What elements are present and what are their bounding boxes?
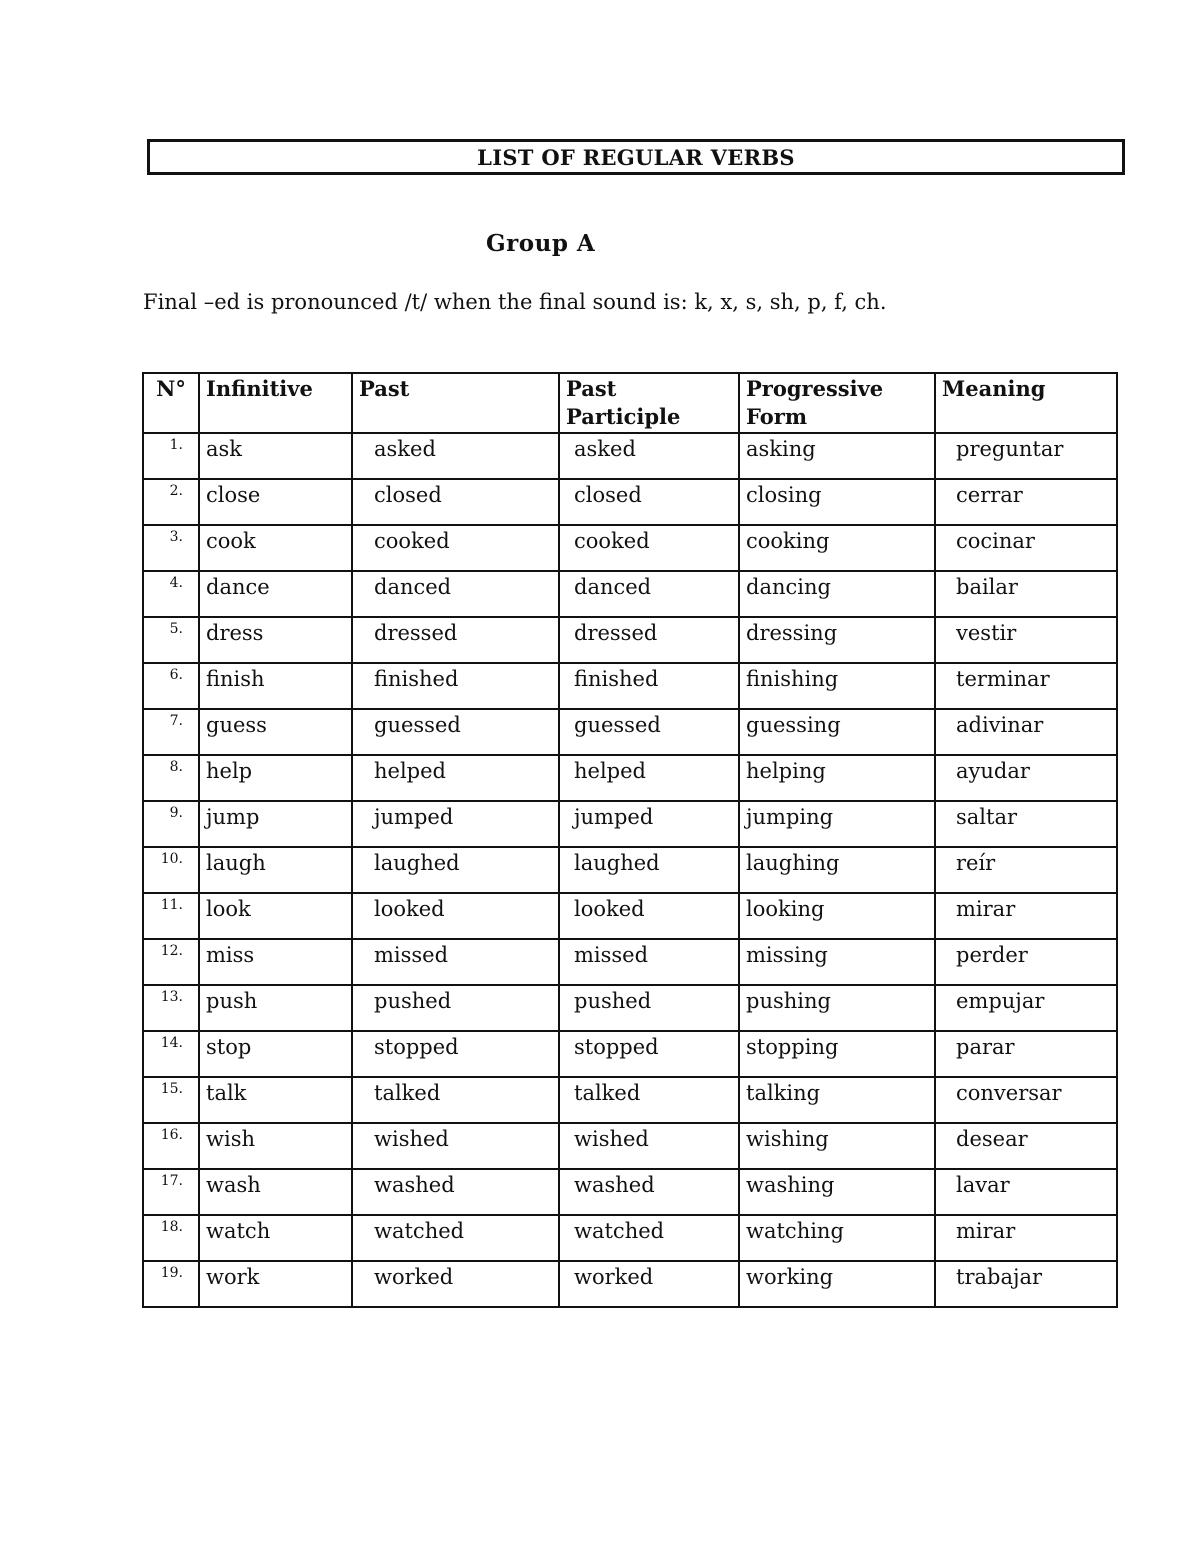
- row-number: 6.: [143, 663, 199, 709]
- past-cell: guessed: [352, 709, 559, 755]
- table-row: [143, 1123, 1117, 1169]
- meaning-cell: desear: [935, 1123, 1117, 1169]
- meaning-cell: bailar: [935, 571, 1117, 617]
- past-participle-cell: missed: [559, 939, 739, 985]
- row-number: 12.: [143, 939, 199, 985]
- infinitive-cell: miss: [199, 939, 352, 985]
- meaning-cell: preguntar: [935, 433, 1117, 479]
- header-past-participle: Past Participle: [559, 373, 739, 433]
- progressive-cell: watching: [739, 1215, 935, 1261]
- row-number: 8.: [143, 755, 199, 801]
- row-number: 4.: [143, 571, 199, 617]
- progressive-cell: finishing: [739, 663, 935, 709]
- progressive-cell: dressing: [739, 617, 935, 663]
- table-row: [143, 893, 1117, 939]
- document-title: [147, 139, 1125, 175]
- past-participle-cell: danced: [559, 571, 739, 617]
- meaning-cell: reír: [935, 847, 1117, 893]
- past-participle-cell: pushed: [559, 985, 739, 1031]
- meaning-cell: vestir: [935, 617, 1117, 663]
- past-cell: closed: [352, 479, 559, 525]
- past-cell: asked: [352, 433, 559, 479]
- past-participle-cell: laughed: [559, 847, 739, 893]
- meaning-cell: ayudar: [935, 755, 1117, 801]
- past-participle-cell: stopped: [559, 1031, 739, 1077]
- past-participle-cell: helped: [559, 755, 739, 801]
- document-title-text: LIST OF REGULAR VERBS: [477, 144, 795, 170]
- meaning-cell: trabajar: [935, 1261, 1117, 1307]
- progressive-cell: missing: [739, 939, 935, 985]
- infinitive-cell: finish: [199, 663, 352, 709]
- infinitive-cell: wish: [199, 1123, 352, 1169]
- infinitive-cell: watch: [199, 1215, 352, 1261]
- infinitive-cell: dance: [199, 571, 352, 617]
- table-row: [143, 1077, 1117, 1123]
- header-infinitive: Infinitive: [199, 373, 352, 433]
- table-row: [143, 1169, 1117, 1215]
- row-number: 7.: [143, 709, 199, 755]
- progressive-cell: helping: [739, 755, 935, 801]
- past-participle-cell: finished: [559, 663, 739, 709]
- past-cell: missed: [352, 939, 559, 985]
- table-row: [143, 985, 1117, 1031]
- row-number: 5.: [143, 617, 199, 663]
- table-row: [143, 617, 1117, 663]
- table-row: [143, 479, 1117, 525]
- row-number: 18.: [143, 1215, 199, 1261]
- meaning-cell: mirar: [935, 893, 1117, 939]
- row-number: 19.: [143, 1261, 199, 1307]
- table-row: [143, 939, 1117, 985]
- progressive-cell: jumping: [739, 801, 935, 847]
- row-number: 16.: [143, 1123, 199, 1169]
- row-number: 9.: [143, 801, 199, 847]
- meaning-cell: empujar: [935, 985, 1117, 1031]
- past-cell: dressed: [352, 617, 559, 663]
- infinitive-cell: wash: [199, 1169, 352, 1215]
- past-participle-cell: asked: [559, 433, 739, 479]
- past-participle-cell: washed: [559, 1169, 739, 1215]
- past-cell: helped: [352, 755, 559, 801]
- infinitive-cell: dress: [199, 617, 352, 663]
- infinitive-cell: jump: [199, 801, 352, 847]
- past-cell: pushed: [352, 985, 559, 1031]
- past-participle-cell: guessed: [559, 709, 739, 755]
- progressive-cell: laughing: [739, 847, 935, 893]
- table-row: [143, 801, 1117, 847]
- infinitive-cell: close: [199, 479, 352, 525]
- row-number: 10.: [143, 847, 199, 893]
- progressive-cell: washing: [739, 1169, 935, 1215]
- past-cell: danced: [352, 571, 559, 617]
- past-cell: cooked: [352, 525, 559, 571]
- past-participle-cell: talked: [559, 1077, 739, 1123]
- table-row: [143, 525, 1117, 571]
- progressive-cell: closing: [739, 479, 935, 525]
- infinitive-cell: work: [199, 1261, 352, 1307]
- past-participle-cell: cooked: [559, 525, 739, 571]
- past-cell: worked: [352, 1261, 559, 1307]
- progressive-cell: cooking: [739, 525, 935, 571]
- infinitive-cell: ask: [199, 433, 352, 479]
- meaning-cell: conversar: [935, 1077, 1117, 1123]
- past-cell: wished: [352, 1123, 559, 1169]
- past-cell: watched: [352, 1215, 559, 1261]
- infinitive-cell: talk: [199, 1077, 352, 1123]
- table-header-row: [143, 373, 1117, 433]
- row-number: 15.: [143, 1077, 199, 1123]
- progressive-cell: working: [739, 1261, 935, 1307]
- infinitive-cell: stop: [199, 1031, 352, 1077]
- infinitive-cell: look: [199, 893, 352, 939]
- verbs-table: [142, 372, 1118, 1308]
- table-row: [143, 1261, 1117, 1307]
- table-row: [143, 1215, 1117, 1261]
- meaning-cell: saltar: [935, 801, 1117, 847]
- row-number: 13.: [143, 985, 199, 1031]
- infinitive-cell: laugh: [199, 847, 352, 893]
- past-cell: washed: [352, 1169, 559, 1215]
- meaning-cell: cocinar: [935, 525, 1117, 571]
- meaning-cell: mirar: [935, 1215, 1117, 1261]
- header-meaning: Meaning: [935, 373, 1117, 433]
- past-participle-cell: worked: [559, 1261, 739, 1307]
- past-participle-cell: jumped: [559, 801, 739, 847]
- table-row: [143, 663, 1117, 709]
- past-participle-cell: looked: [559, 893, 739, 939]
- progressive-cell: talking: [739, 1077, 935, 1123]
- header-number: N°: [143, 373, 199, 433]
- progressive-cell: wishing: [739, 1123, 935, 1169]
- row-number: 14.: [143, 1031, 199, 1077]
- progressive-cell: stopping: [739, 1031, 935, 1077]
- table-row: [143, 709, 1117, 755]
- meaning-cell: terminar: [935, 663, 1117, 709]
- past-participle-cell: closed: [559, 479, 739, 525]
- table-row: [143, 755, 1117, 801]
- row-number: 2.: [143, 479, 199, 525]
- progressive-cell: asking: [739, 433, 935, 479]
- progressive-cell: looking: [739, 893, 935, 939]
- table-row: [143, 571, 1117, 617]
- row-number: 3.: [143, 525, 199, 571]
- group-heading: Group A: [486, 230, 596, 257]
- header-progressive-form: Progressive Form: [739, 373, 935, 433]
- past-cell: stopped: [352, 1031, 559, 1077]
- table-row: [143, 1031, 1117, 1077]
- past-cell: jumped: [352, 801, 559, 847]
- past-participle-cell: wished: [559, 1123, 739, 1169]
- meaning-cell: parar: [935, 1031, 1117, 1077]
- past-participle-cell: dressed: [559, 617, 739, 663]
- past-cell: finished: [352, 663, 559, 709]
- infinitive-cell: cook: [199, 525, 352, 571]
- infinitive-cell: push: [199, 985, 352, 1031]
- row-number: 1.: [143, 433, 199, 479]
- pronunciation-rule: Final –ed is pronounced /t/ when the final sound is: k, x, s, sh, p, f, ch.: [143, 290, 887, 314]
- meaning-cell: perder: [935, 939, 1117, 985]
- progressive-cell: dancing: [739, 571, 935, 617]
- infinitive-cell: help: [199, 755, 352, 801]
- progressive-cell: guessing: [739, 709, 935, 755]
- row-number: 11.: [143, 893, 199, 939]
- past-participle-cell: watched: [559, 1215, 739, 1261]
- meaning-cell: cerrar: [935, 479, 1117, 525]
- row-number: 17.: [143, 1169, 199, 1215]
- meaning-cell: lavar: [935, 1169, 1117, 1215]
- table-row: [143, 433, 1117, 479]
- meaning-cell: adivinar: [935, 709, 1117, 755]
- past-cell: laughed: [352, 847, 559, 893]
- table-row: [143, 847, 1117, 893]
- past-cell: talked: [352, 1077, 559, 1123]
- infinitive-cell: guess: [199, 709, 352, 755]
- past-cell: looked: [352, 893, 559, 939]
- header-past: Past: [352, 373, 559, 433]
- progressive-cell: pushing: [739, 985, 935, 1031]
